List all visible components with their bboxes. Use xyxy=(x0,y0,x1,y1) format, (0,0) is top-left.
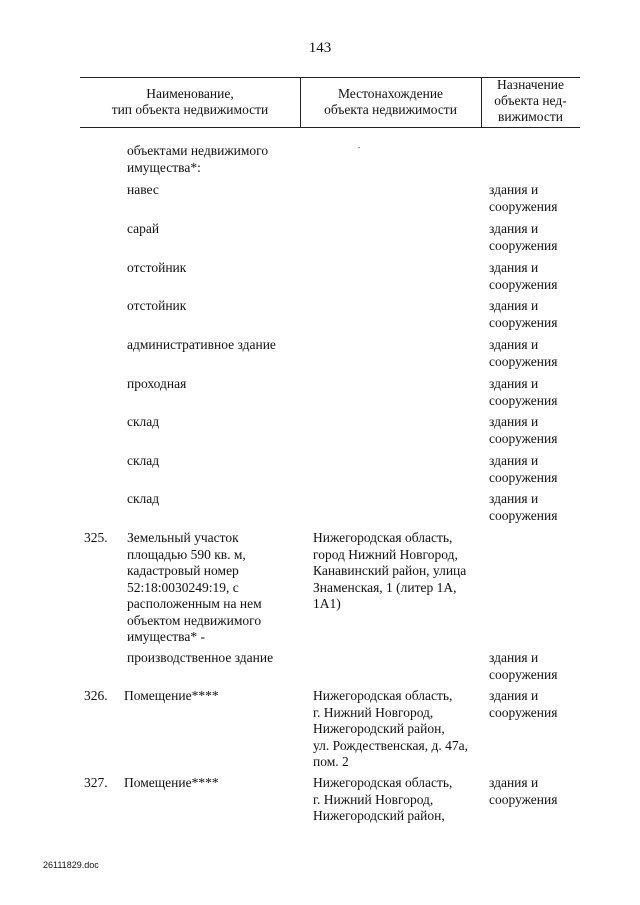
purpose-text: здания и сооружения xyxy=(489,337,558,369)
sub-item: отстойник xyxy=(127,260,187,275)
entry-number: 327. xyxy=(84,775,108,790)
purpose-text: здания и сооружения xyxy=(489,414,558,446)
sub-item: сарай xyxy=(127,221,160,236)
sub-item: отстойник xyxy=(127,298,187,313)
header-name-column: Наименование, тип объекта недвижимости xyxy=(111,86,269,117)
purpose-text: здания и сооружения xyxy=(489,453,558,485)
table-header-bottom-rule xyxy=(80,127,580,128)
sub-item: склад xyxy=(127,491,160,506)
purpose-text: здания и сооружения xyxy=(489,650,558,682)
sub-item: склад xyxy=(127,453,160,468)
sub-item: административное здание xyxy=(127,337,276,352)
header-purpose-column: Назначение объекта нед- вижимости xyxy=(494,77,567,124)
entry-name: Помещение**** xyxy=(124,775,219,790)
intro-text: объектами недвижимого имущества*: xyxy=(127,143,269,175)
purpose-text: здания и сооружения xyxy=(489,221,558,253)
purpose-text: здания и сооружения xyxy=(489,260,558,292)
entry-location: Нижегородская область, г. Нижний Новгород, Нижегородский район, ул. Рождественская, д. 47а, пом. 2 xyxy=(313,688,468,769)
sub-item: проходная xyxy=(127,376,187,391)
purpose-text: здания и сооружения xyxy=(489,376,558,408)
purpose-text: здания и сооружения xyxy=(489,688,558,720)
sub-item: навес xyxy=(127,182,159,197)
purpose-text: здания и сооружения xyxy=(489,775,558,807)
footer-filename: 26111829.doc xyxy=(43,860,99,870)
page-number: 143 xyxy=(308,40,332,56)
entry-name: Помещение**** xyxy=(124,688,219,703)
entry-location: Нижегородская область, г. Нижний Новгород, Нижегородский район, xyxy=(313,775,453,823)
entry-number: 325. xyxy=(84,530,108,545)
purpose-text: здания и сооружения xyxy=(489,491,558,523)
sub-item: производственное здание xyxy=(127,650,274,665)
purpose-text: здания и сооружения xyxy=(489,298,558,330)
scan-speck xyxy=(358,147,360,148)
header-location-column: Местонахождение объекта недвижимости xyxy=(324,86,457,117)
entry-location: Нижегородская область, город Нижний Новгород, Канавинский район, улица Знаменская, 1 (литер 1А, 1А1) xyxy=(313,530,467,611)
sub-item: склад xyxy=(127,414,160,429)
entry-number: 326. xyxy=(84,688,108,703)
entry-name: Земельный участок площадью 590 кв. м, кадастровый номер 52:18:0030249:19, с расположенным на нем объектом недвижимого имущества* - xyxy=(127,530,262,644)
purpose-text: здания и сооружения xyxy=(489,182,558,214)
